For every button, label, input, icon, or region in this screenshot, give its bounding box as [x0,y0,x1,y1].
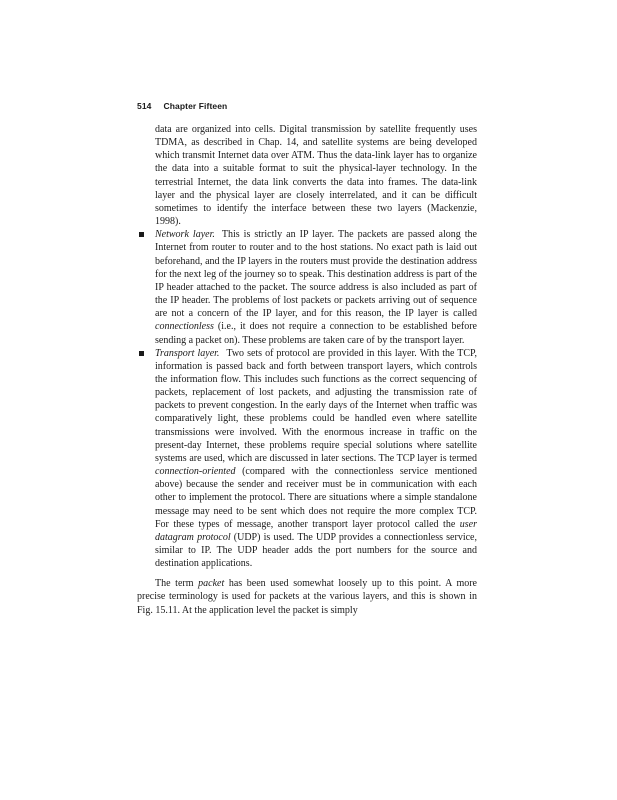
bullet-network-layer [155,228,477,346]
square-bullet-icon [139,232,144,237]
page-number: 514 [137,101,152,111]
term-packet: packet [198,578,225,590]
body-text [137,123,477,617]
transport-layer-text-a: Two sets of protocol are provided in this layer. With the TCP, information is passed back and forth between transport layers, which controls the information flow. This includes such functions as the correct sequencing of packets, replacement of lost packets, and adjusting the transmission rate of packets to prevent congestion. In the early days of the Internet when traffic was comparatively light, these problems could be handled even where satellite transmissions were involved. With the enormous increase in traffic on the present-day Internet, these problems require special solutions where satellite systems are used, which are discussed in later sections. The TCP layer is termed [155,347,477,464]
term-user-datagram-protocol: user datagram protocol [155,518,477,543]
bullet-lead-network-layer: Network layer. [155,229,215,241]
term-connectionless: connectionless [155,321,214,333]
page-header [137,101,227,111]
term-connection-oriented: connection-oriented [155,466,236,478]
square-bullet-icon [139,351,144,356]
closing-text-b: has been used somewhat loosely up to this point. A more precise terminology is used for packets at the various layers, and this is shown in Fig. 15.11. At the application level the packet is simply [137,578,477,616]
network-layer-text-b: (i.e., it does not require a connection to be established before sending a packet on). These problems are taken care of by the transport layer. [155,321,477,346]
closing-text-a: The term [155,578,199,590]
transport-layer-text-b: (compared with the connectionless service mentioned above) because the sender and receiver must be in communication with each other to implement the protocol. There are situations where a simple standalone message may need to be sent which does not require the more complex TCP. For these types of message, another transport layer protocol called the [155,466,477,530]
network-layer-text-a: This is strictly an IP layer. The packets are passed along the Internet from router to router and to the host stations. No exact path is laid out beforehand, and the IP layers in the routers must provide the destination address for the next leg of the journey so to speak. This destination address is part of the IP header attached to the packet. The source address is also included as part of the IP header. The problems of lost packets or packets arriving out of sequence are not a concern of the IP layer, and for this reason, the IP layer is called [155,229,477,320]
continuation-paragraph: data are organized into cells. Digital transmission by satellite frequently uses TDMA, as described in Chap. 14, and satellite systems are being developed which transmit Internet data over ATM. Thus the data-link layer has to organize the data into a suitable format to suit the physical-layer technology. In the terrestrial Internet, the data link converts the data into frames. The data-link layer and the physical layer are closely interrelated, and it can be difficult sometimes to identify the interface between these two layers (Mackenzie, 1998). [155,124,477,228]
bullet-lead-transport-layer: Transport layer. [155,347,220,359]
bullet-transport-layer [155,347,477,571]
closing-paragraph [137,577,477,616]
paragraph-spacer [137,570,477,577]
chapter-title: Chapter Fifteen [163,101,228,111]
transport-layer-text-c: (UDP) is used. The UDP provides a connectionless service, similar to IP. The UDP header adds the port numbers for the source and destination applications. [155,531,477,570]
